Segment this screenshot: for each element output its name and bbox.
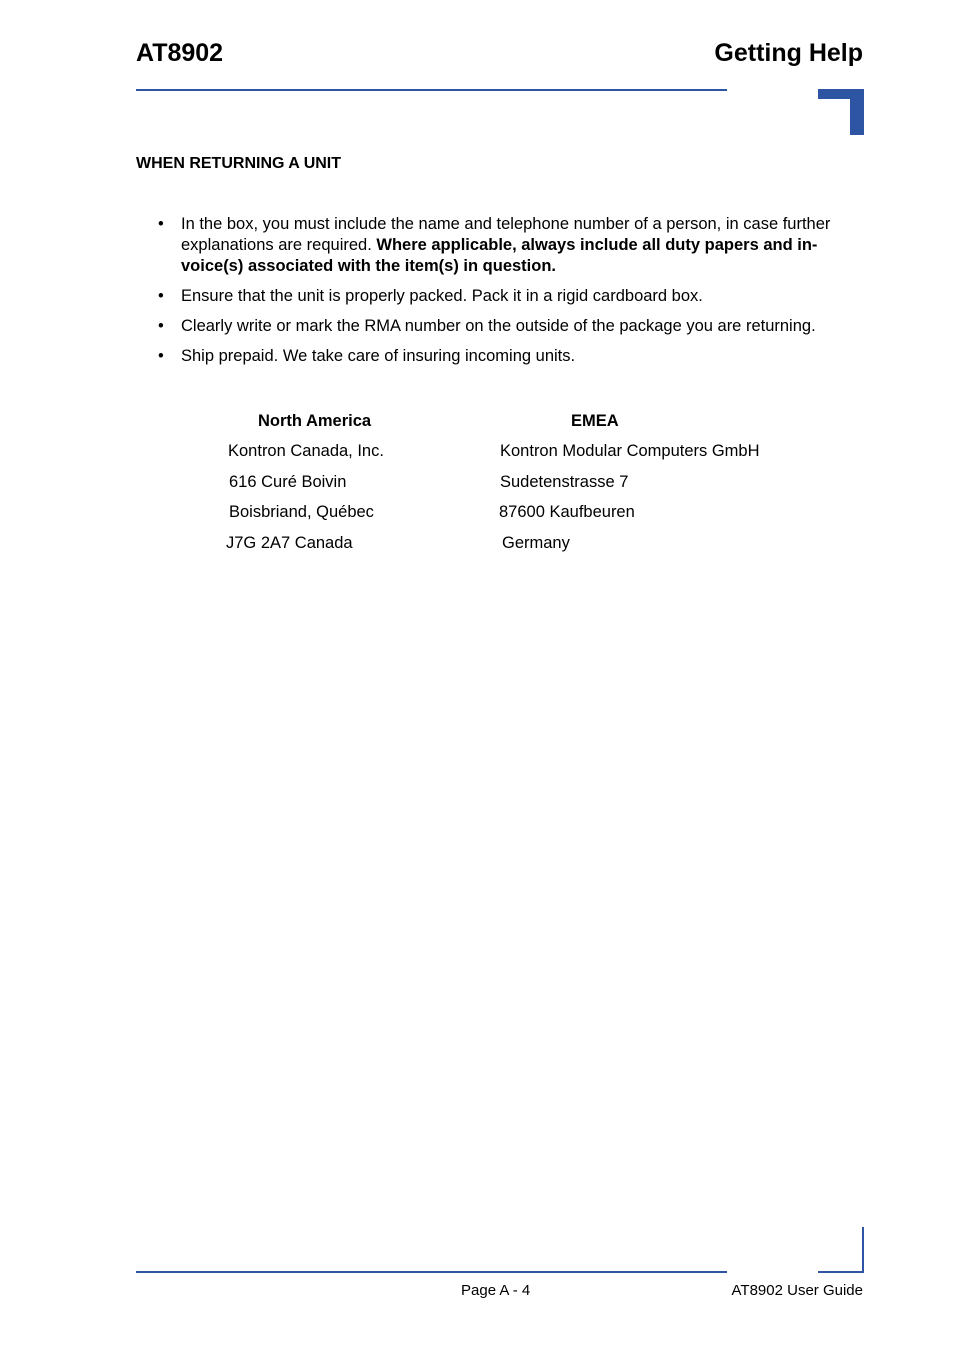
list-item xyxy=(158,214,865,277)
address-line: J7G 2A7 Canada xyxy=(226,534,353,552)
address-heading: North America xyxy=(258,412,372,430)
address-line: Kontron Modular Computers GmbH xyxy=(500,442,760,460)
address-line: Sudetenstrasse 7 xyxy=(500,473,629,491)
bullet-icon: • xyxy=(158,287,164,305)
list-item xyxy=(158,346,865,367)
list-item-text: Ensure that the unit is properly packed. Pack it in a rigid cardboard box. xyxy=(181,287,703,305)
footer-corner-mark xyxy=(818,1271,864,1273)
document-id: AT8902 xyxy=(136,39,224,67)
guide-name: AT8902 User Guide xyxy=(731,1282,863,1299)
list-item-bold-text: Where applicable, always include all duty papers and in-voice(s) associated with the item(s) in question. xyxy=(181,236,818,275)
header-corner-mark-vertical xyxy=(850,89,864,135)
bullet-icon: • xyxy=(158,215,164,233)
address-line: Germany xyxy=(502,534,570,552)
page-number: Page A - 4 xyxy=(461,1282,531,1299)
bullet-icon: • xyxy=(158,317,164,335)
header-rule xyxy=(136,89,727,91)
list-item-text: Clearly write or mark the RMA number on the outside of the package you are returning. xyxy=(181,317,816,335)
list-item xyxy=(158,316,865,337)
address-heading: EMEA xyxy=(571,412,619,430)
chapter-title: Getting Help xyxy=(714,39,863,67)
list-item-text: In the box, you must include the name and telephone number of a person, in case further explanations are required. xyxy=(181,215,831,254)
section-title: WHEN RETURNING A UNIT xyxy=(136,155,342,172)
bullet-icon: • xyxy=(158,347,164,365)
list-item-text: Ship prepaid. We take care of insuring incoming units. xyxy=(181,347,576,365)
address-line: Kontron Canada, Inc. xyxy=(228,442,384,460)
address-line: Boisbriand, Québec xyxy=(229,503,374,521)
address-line: 87600 Kaufbeuren xyxy=(499,503,635,521)
footer-rule xyxy=(136,1271,727,1273)
address-line: 616 Curé Boivin xyxy=(229,473,347,491)
instruction-list xyxy=(158,214,865,376)
footer-corner-mark-vertical xyxy=(862,1227,864,1273)
list-item xyxy=(158,286,865,307)
